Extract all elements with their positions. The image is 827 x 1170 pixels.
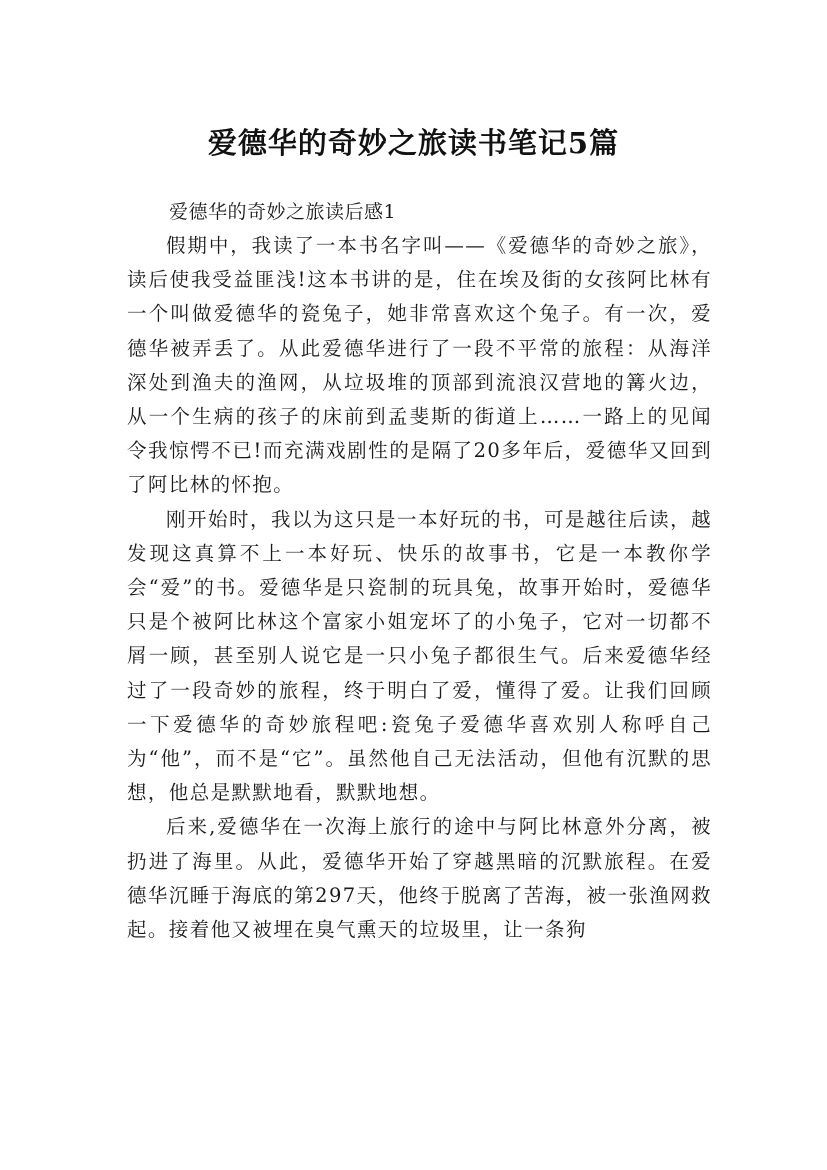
paragraph-2: 刚开始时，我以为这只是一本好玩的书，可是越往后读，越发现这真算不上一本好玩、快乐的故事书，它是一本教你学会“爱”的书。爱德华是只瓷制的玩具兔，故事开始时，爱德华只是个被阿比林这个富家小姐宠坏了的小兔子，它对一切都不屑一顾，甚至别人说它是一只小兔子都很生气。后来爱德华经过了一段奇妙的旅程，终于明白了爱，懂得了爱。让我们回顾一下爱德华的奇妙旅程吧:瓷兔子爱德华喜欢别人称呼自己为“他”，而不是“它”。虽然他自己无法活动，但他有沉默的思想，他总是默默地看，默默地想。 — [127, 507, 712, 805]
document-title: 爱德华的奇妙之旅读书笔记5篇 — [207, 126, 620, 161]
document-body — [127, 195, 712, 947]
paragraph-1: 假期中，我读了一本书名字叫——《爱德华的奇妙之旅》，读后使我受益匪浅!这本书讲的是，住在埃及街的女孩阿比林有一个叫做爱德华的瓷兔子，她非常喜欢这个兔子。有一次，爱德华被弄丢了。从此爱德华进行了一段不平常的旅程：从海洋深处到渔夫的渔网，从垃圾堆的顶部到流浪汉营地的篝火边，从一个生病的孩子的床前到孟斐斯的街道上……一路上的见闻令我惊愕不已!而充满戏剧性的是隔了20多年后，爱德华又回到了阿比林的怀抱。 — [127, 234, 712, 497]
paragraph-3: 后来,爱德华在一次海上旅行的途中与阿比林意外分离，被扔进了海里。从此，爱德华开始了穿越黑暗的沉默旅程。在爱德华沉睡于海底的第297天，他终于脱离了苦海，被一张渔网救起。接着他又被埋在臭气熏天的垃圾里，让一条狗 — [127, 815, 712, 942]
section-heading: 爱德华的奇妙之旅读后感1 — [169, 201, 397, 223]
